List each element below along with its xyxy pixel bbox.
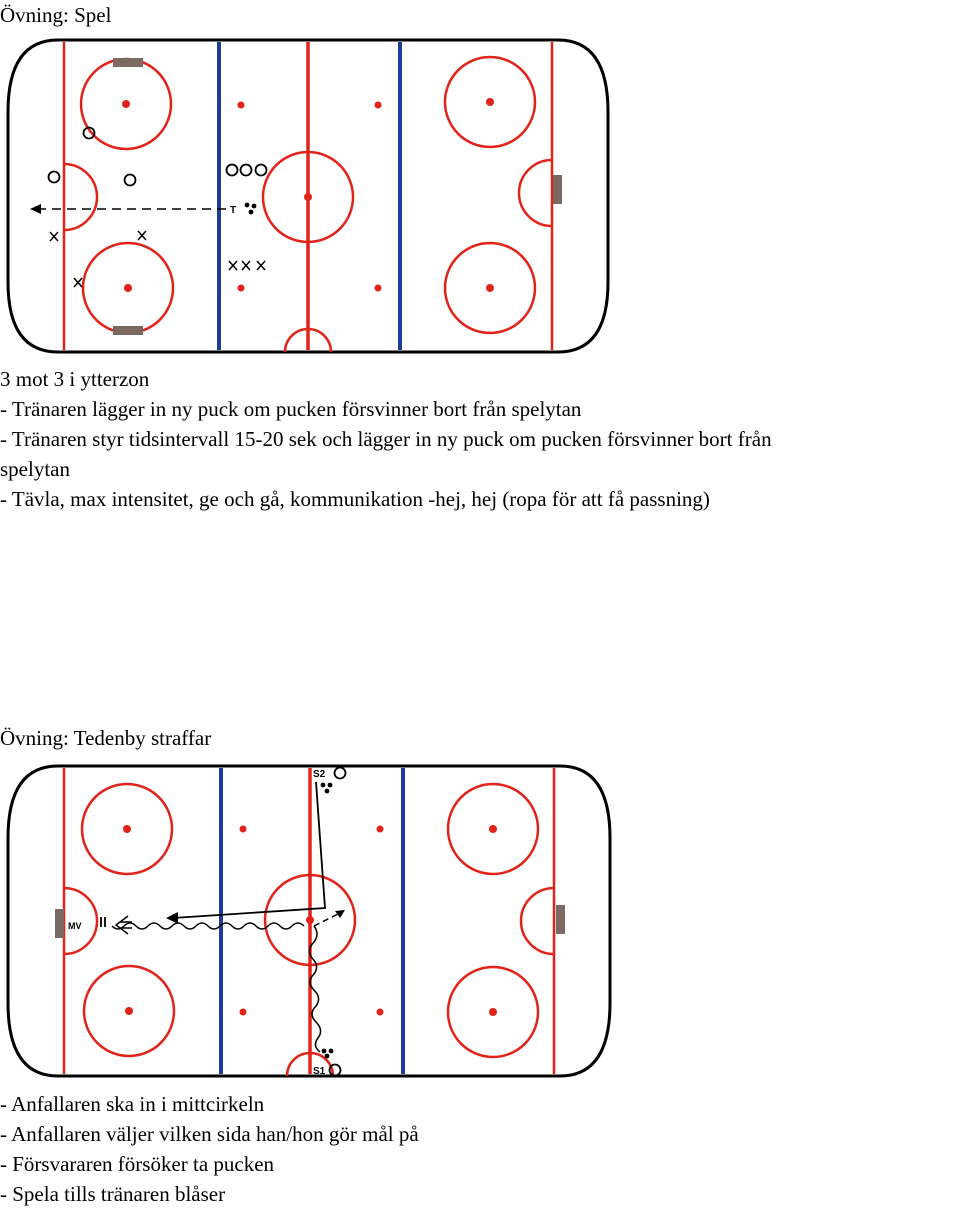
puck-icon — [249, 210, 254, 215]
faceoff-dot — [486, 98, 494, 106]
faceoff-dot — [238, 102, 245, 109]
player-o-icon — [49, 172, 60, 183]
shooter1-label: S1 — [313, 1066, 326, 1077]
puck-icon — [252, 204, 257, 209]
player-x-icon — [257, 261, 265, 270]
rink-diagram-1 — [0, 32, 620, 362]
goal-net-right — [556, 905, 565, 934]
puck-icon — [245, 203, 250, 208]
goal-net-left — [55, 909, 64, 938]
faceoff-dot — [125, 1007, 133, 1015]
arrow-head-icon — [166, 912, 178, 924]
player-o-icon — [227, 165, 238, 176]
goal-crease-right — [521, 888, 554, 954]
exercise2-heading: Övning: Tedenby straffar — [0, 726, 212, 750]
exercise1-heading: Övning: Spel — [0, 3, 112, 27]
player-o-icon — [256, 165, 267, 176]
puck-icon — [322, 1049, 327, 1054]
exercise1-line: - Tävla, max intensitet, ge och gå, kommunikation -hej, hej (ropa för att få passning) — [0, 487, 710, 511]
goal-crease-right — [519, 160, 552, 226]
faceoff-dot — [122, 100, 130, 108]
puck-icon — [325, 789, 330, 794]
exercise1-line: - Tränaren styr tidsintervall 15-20 sek och lägger in ny puck om pucken försvinner bort från — [0, 427, 772, 451]
faceoff-dot — [240, 826, 247, 833]
rink-diagram-2 — [0, 758, 620, 1088]
arrow-head-icon — [30, 204, 41, 214]
puck-icon — [321, 783, 326, 788]
exercise2-line: - Spela tills tränaren blåser — [0, 1182, 226, 1206]
faceoff-dot — [375, 102, 382, 109]
exercise1-line: spelytan — [0, 457, 70, 481]
faceoff-dot — [377, 1009, 384, 1016]
faceoff-dot — [486, 284, 494, 292]
faceoff-dot — [124, 284, 132, 292]
skating-path — [112, 923, 304, 929]
player-o-icon — [125, 175, 136, 186]
faceoff-dot — [240, 1009, 247, 1016]
exercise1-line: - Tränaren lägger in ny puck om pucken försvinner bort från spelytan — [0, 397, 582, 421]
player-o-icon — [335, 768, 346, 779]
player-x-icon — [138, 231, 146, 240]
faceoff-dot — [489, 825, 497, 833]
shooter2-label: S2 — [313, 769, 326, 780]
goal-net-bottom — [113, 326, 143, 335]
exercise1-line: 3 mot 3 i ytterzon — [0, 367, 150, 391]
exercise2-line: - Anfallaren väljer vilken sida han/hon gör mål på — [0, 1122, 419, 1146]
faceoff-dot — [238, 285, 245, 292]
puck-icon — [325, 1054, 330, 1059]
center-dot — [304, 193, 312, 201]
faceoff-dot — [123, 825, 131, 833]
puck-icon — [329, 1049, 334, 1054]
goal-net-top — [113, 58, 143, 67]
player-x-icon — [242, 261, 250, 270]
faceoff-dot — [375, 285, 382, 292]
exercise2-line: - Anfallaren ska in i mittcirkeln — [0, 1092, 265, 1116]
exercise2-line: - Försvararen försöker ta pucken — [0, 1152, 275, 1176]
goalie-label: MV — [68, 921, 82, 931]
center-dot — [306, 916, 314, 924]
player-o-icon — [241, 165, 252, 176]
goal-crease-left — [64, 164, 97, 230]
player-x-icon — [229, 261, 237, 270]
goal-net-right — [553, 175, 562, 204]
puck-icon — [328, 783, 333, 788]
faceoff-dot — [377, 826, 384, 833]
player-x-icon — [50, 232, 58, 241]
coach-label: T — [230, 205, 237, 216]
player-x-icon — [74, 278, 82, 287]
pass-path — [173, 782, 325, 918]
faceoff-dot — [489, 1008, 497, 1016]
